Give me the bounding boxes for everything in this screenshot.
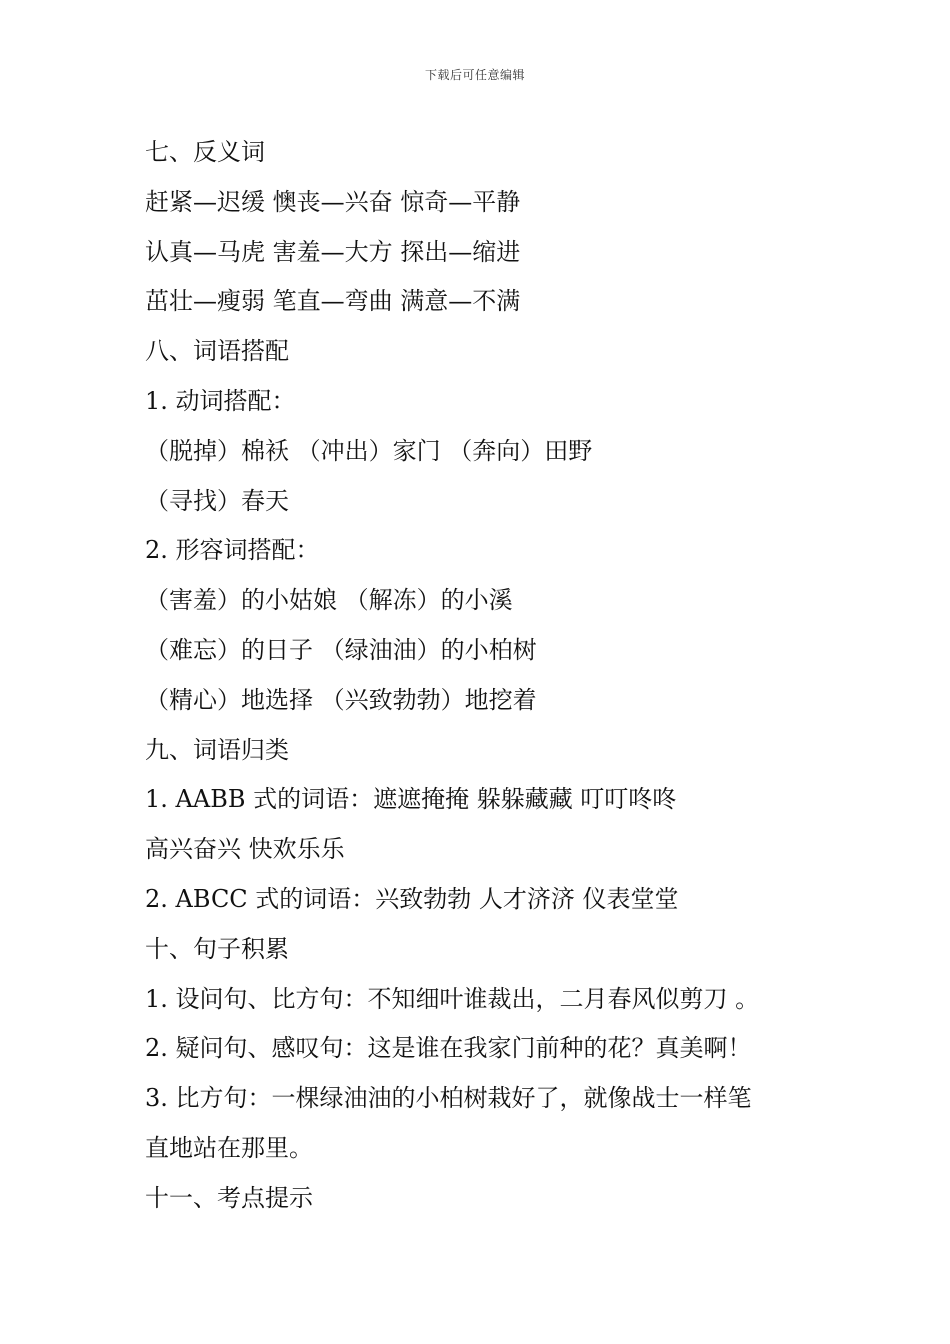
text-line: 2. 形容词搭配：	[145, 536, 320, 565]
text-line: 1. 动词搭配：	[145, 386, 296, 415]
text-line: （寻找）春天	[145, 486, 289, 515]
text-line: 2. ABCC 式的词语：兴致勃勃 人才济济 仪表堂堂	[145, 884, 679, 913]
section-heading-sentence-accumulation: 十、句子积累	[145, 934, 289, 963]
text-line: 1. AABB 式的词语：遮遮掩掩 躲躲藏藏 叮叮咚咚	[145, 785, 677, 814]
section-heading-antonyms: 七、反义词	[145, 138, 265, 166]
text-line: 直地站在那里。	[145, 1133, 313, 1162]
text-line: 认真—马虎 害羞—大方 探出—缩进	[145, 237, 521, 266]
text-line: 茁壮—瘦弱 笔直—弯曲 满意—不满	[145, 287, 521, 316]
text-line: 2. 疑问句、感叹句：这是谁在我家门前种的花？真美啊！	[145, 1034, 752, 1063]
section-heading-word-classification: 九、词语归类	[145, 735, 289, 764]
document-body	[145, 128, 825, 1224]
text-line: （精心）地选择 （兴致勃勃）地挖着	[145, 685, 537, 714]
section-heading-exam-tips: 十一、考点提示	[145, 1183, 313, 1212]
text-line: 赶紧—迟缓 懊丧—兴奋 惊奇—平静	[145, 187, 521, 216]
text-line: （害羞）的小姑娘 （解冻）的小溪	[145, 586, 513, 615]
text-line: 高兴奋兴 快欢乐乐	[145, 835, 345, 864]
page-header: 下载后可任意编辑	[424, 68, 525, 82]
text-line: 1. 设问句、比方句：不知细叶谁裁出，二月春风似剪刀 。	[145, 984, 760, 1013]
section-heading-word-collocation: 八、词语搭配	[145, 337, 289, 366]
text-line: （难忘）的日子 （绿油油）的小柏树	[145, 635, 537, 664]
text-line: 3. 比方句：一棵绿油油的小柏树栽好了，就像战士一样笔	[145, 1084, 752, 1113]
text-line: （脱掉）棉袄 （冲出）家门 （奔向）田野	[145, 436, 593, 465]
